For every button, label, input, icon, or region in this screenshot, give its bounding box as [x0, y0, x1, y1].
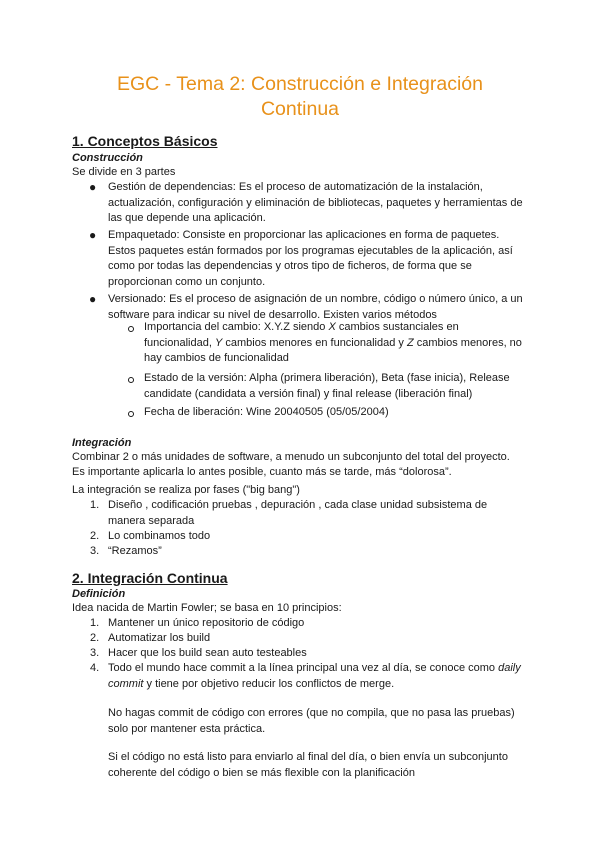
- integracion-paragraph: [72, 450, 552, 480]
- section-1-heading: 1. Conceptos Básicos: [72, 133, 218, 149]
- bullet-line: actualización, configuración y eliminación de bibliotecas, paquetes y herramientas de: [108, 196, 523, 209]
- title-line-2: Continua: [260, 98, 340, 120]
- variable-y: Y: [214, 336, 223, 349]
- list-number: 2.: [90, 530, 100, 542]
- circle-bullet-icon: [128, 326, 134, 332]
- subitem-importancia: [144, 320, 522, 367]
- construccion-intro: Se divide en 3 partes: [72, 166, 176, 178]
- list-line: Diseño , codificación pruebas , depuración , cada clase unidad subsistema de: [108, 499, 488, 511]
- bullet-item-dependencias: [108, 180, 523, 227]
- bullet-line: Estos paquetes están formados por los programas ejecutables de la aplicación, así: [108, 244, 513, 257]
- note-line: No hagas commit de código con errores (que no compila, que no pasa las pruebas): [108, 707, 515, 719]
- integracion-subheading: Integración: [72, 437, 132, 449]
- variable-z: Z: [406, 336, 414, 349]
- subitem-text: cambios menores en funcionalidad y: [222, 336, 407, 349]
- principle-item: Mantener un único repositorio de código: [108, 617, 305, 629]
- list-number: 1.: [90, 617, 100, 629]
- bullet-line: Versionado: Es el proceso de asignación de un nombre, código o número único, a un: [108, 293, 523, 305]
- bullet-dot: ●: [89, 180, 97, 194]
- principle-note: [108, 706, 515, 737]
- subitem-text: Fecha de liberación: Wine 20040505 (05/05/2004): [144, 406, 389, 418]
- list-number: 3.: [90, 545, 100, 557]
- bullet-line: proporcionan como un conjunto.: [108, 275, 266, 288]
- list-number: 3.: [90, 647, 100, 659]
- subitem-text: hay cambios de funcionalidad: [144, 352, 289, 364]
- subitem-text: candidate (candidata a versión final) y final release (liberación final): [144, 387, 473, 400]
- paragraph-line: Combinar 2 o más unidades de software, a menudo un subconjunto del total del proyecto.: [72, 451, 510, 463]
- subitem-text: cambios sustanciales en: [335, 321, 459, 333]
- definicion-subheading: Definición: [72, 588, 126, 600]
- subitem-text: Estado de la versión: Alpha (primera liberación), Beta (fase inicia), Release: [144, 372, 510, 384]
- construccion-subheading: Construcción: [72, 152, 143, 164]
- list-item: Lo combinamos todo: [108, 530, 211, 542]
- definicion-intro: Idea nacida de Martin Fowler; se basa en 10 principios:: [72, 602, 342, 614]
- principle-note: [108, 750, 508, 781]
- subitem-text: Importancia del cambio: X.Y.Z siendo: [144, 321, 329, 333]
- list-number: 1.: [90, 499, 100, 511]
- bullet-line: Gestión de dependencias: Es el proceso de automatización de la instalación,: [108, 181, 483, 193]
- variable-x: X: [328, 321, 336, 333]
- bullet-line: las que depende una aplicación.: [108, 212, 266, 224]
- bullet-item-versionado: [108, 292, 523, 323]
- document-title: [0, 72, 600, 122]
- note-line: Si el código no está listo para enviarlo al final del día, o bien envía un subconjunto: [108, 751, 508, 763]
- bullet-line: como por todas las dependencias y otros tipo de ficheros, de forma que se: [108, 260, 472, 272]
- subitem-text: cambios menores, no: [413, 336, 522, 349]
- principle-text: Todo el mundo hace commit a la línea principal una vez al día, se conoce como: [108, 662, 499, 674]
- title-line-1: EGC - Tema 2: Construcción e Integración: [117, 73, 483, 95]
- subitem-text: funcionalidad,: [144, 336, 215, 349]
- integracion-fases: La integración se realiza por fases ("big bang"): [72, 484, 300, 496]
- section-2-heading: 2. Integración Continua: [72, 570, 228, 586]
- principle-italic: daily: [498, 662, 521, 674]
- list-number: 4.: [90, 662, 100, 674]
- bullet-item-empaquetado: [108, 228, 513, 290]
- principle-item: Automatizar los build: [108, 632, 211, 644]
- note-line: coherente del código o bien se más flexible con la planificación: [108, 766, 415, 779]
- bullet-line: Empaquetado: Consiste en proporcionar las aplicaciones en forma de paquetes.: [108, 229, 500, 241]
- bullet-dot: ●: [89, 228, 97, 242]
- subitem-estado: [144, 371, 510, 402]
- principle-item-daily-commit: [108, 661, 521, 692]
- circle-bullet-icon: [128, 377, 134, 383]
- bullet-line: software para indicar su nivel de desarrollo. Existen varios métodos: [108, 308, 437, 321]
- list-number: 2.: [90, 632, 100, 644]
- bullet-dot: ●: [89, 292, 97, 306]
- list-line: manera separada: [108, 514, 195, 527]
- list-item: “Rezamos”: [108, 545, 162, 557]
- principle-italic: commit: [108, 677, 144, 690]
- subitem-fecha: [144, 405, 389, 421]
- principle-item: Hacer que los build sean auto testeables: [108, 647, 307, 659]
- note-line: solo por mantener esta práctica.: [108, 722, 266, 735]
- paragraph-line: Es importante aplicarla lo antes posible, cuanto más se tarde, más “dolorosa”.: [72, 466, 452, 478]
- principle-text: y tiene por objetivo reducir los conflictos de merge.: [143, 677, 395, 690]
- circle-bullet-icon: [128, 411, 134, 417]
- list-item: [108, 498, 487, 529]
